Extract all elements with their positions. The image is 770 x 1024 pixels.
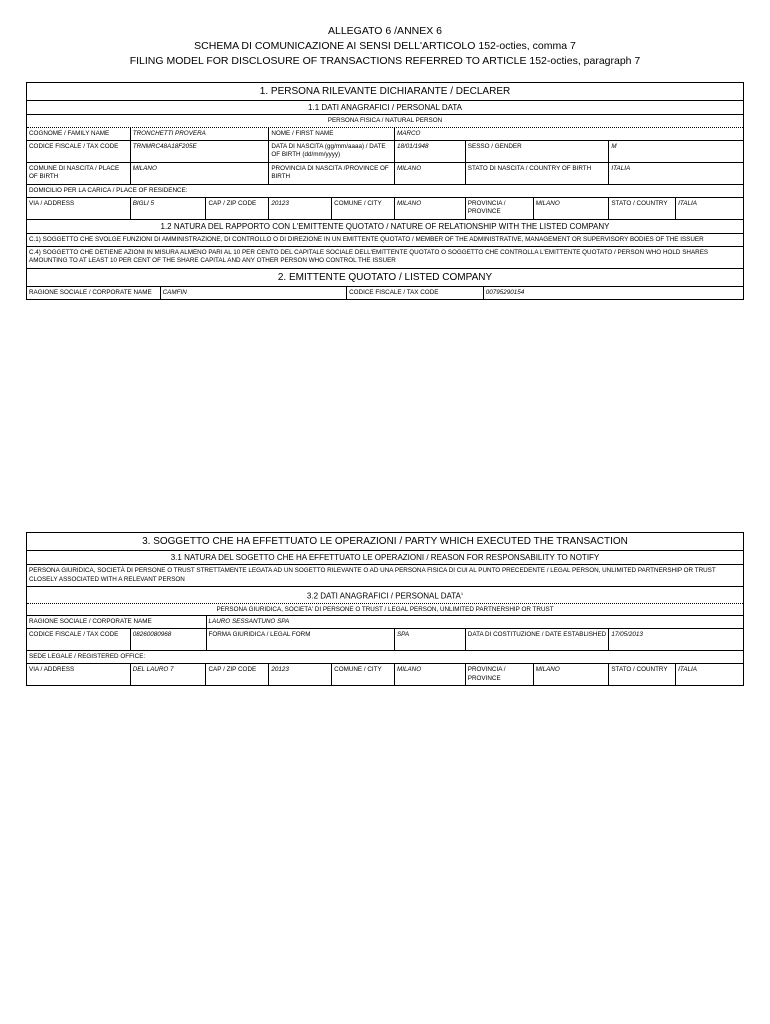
address-value[interactable]: BIGLI 5 [130,198,206,219]
first-name-value[interactable]: MARCO [394,128,743,140]
zip-label: CAP / ZIP CODE [205,198,268,219]
reason-text[interactable]: PERSONA GIURIDICA, SOCIETÀ DI PERSONE O TRUST STRETTAMENTE LEGATA AD UN SOGETTO RILEVANTE O AD UNA PERSONA FISICA DI CUI AL PUNTO PRECEDENTE / LEGAL PERSON, UNLIMITED PARTNERSHIP OR TRUST CLOSELY ASSOCIATED WITH A RELEVANT PERSON [29,567,716,583]
section3-title: 3. SOGGETTO CHE HA EFFETTUATO LE OPERAZIONI / PARTY WHICH EXECUTED THE TRANSACTION [142,536,628,547]
party-province-value[interactable]: MILANO [533,664,609,685]
zip-value[interactable]: 20123 [268,198,331,219]
address-label: VIA / ADDRESS [29,199,75,207]
party-country-label: STATO / COUNTRY [608,664,675,685]
family-name-value[interactable]: TRONCHETTI PROVERA [130,128,269,140]
city-value[interactable]: MILANO [394,198,465,219]
listed-tax-code-value[interactable]: 00795290154 [483,287,743,299]
section1-title: 1. PERSONA RILEVANTE DICHIARANTE / DECLARER [259,86,511,97]
party-tax-row [27,628,743,650]
schema-title: SCHEMA DI COMUNICAZIONE AI SENSI DELL'ARTICOLO 152-octies, comma 7 [194,40,576,52]
name-row [27,127,743,140]
birth-province-value[interactable]: MILANO [394,163,465,184]
corp-name-value[interactable]: CAMFIN [160,287,346,299]
established-label: DATA DI COSTITUZIONE / DATE ESTABLISHED [465,629,609,650]
legal-form-value[interactable]: SPA [394,629,465,650]
birth-date-value[interactable]: 18/01/1948 [394,141,465,162]
legal-form-label: FORMA GIURIDICA / LEGAL FORM [206,629,394,650]
declarer-form [26,82,744,300]
tax-code-value[interactable]: TRNMRC48A18F205E [130,141,269,162]
gender-label: SESSO / GENDER [465,141,609,162]
party-zip-value[interactable]: 20123 [268,664,331,685]
birth-country-label: STATO DI NASCITA / COUNTRY OF BIRTH [465,163,609,184]
legal-person-label: PERSONA GIURIDICA, SOCIETA' DI PERSONE O TRUST / LEGAL PERSON, UNLIMITED PARTNERSHIP OR TRUST [216,605,554,613]
party-corp-row [27,615,743,628]
province-label: PROVINCIA / PROVINCE [465,198,533,219]
filing-model-title: FILING MODEL FOR DISCLOSURE OF TRANSACTIONS REFERRED TO ARTICLE 152-octies, paragraph 7 [129,55,641,67]
residence-label: DOMICILIO PER LA CARICA / PLACE OF RESIDENCE: [29,186,188,194]
footnote-marker: 1 [460,591,464,596]
birthplace-row [27,162,743,184]
party-city-value[interactable]: MILANO [394,664,465,685]
birth-place-label: COMUNE DI NASCITA / PLACE OF BIRTH [29,164,120,180]
section2-title: 2. EMITTENTE QUOTATO / LISTED COMPANY [277,271,493,283]
office-address-row [27,663,743,685]
party-tax-code-value[interactable]: 08260080968 [130,629,206,650]
party-country-value[interactable]: ITALIA [675,664,743,685]
gender-value[interactable]: M [608,141,743,162]
party-city-label: COMUNE / CITY [331,664,394,685]
first-name-label: NOME / FIRST NAME [268,128,394,140]
party-address-value[interactable]: DEL LAURO 7 [130,664,206,685]
section3-2-title [27,587,743,603]
province-value[interactable]: MILANO [533,198,609,219]
birth-place-value[interactable]: MILANO [130,163,269,184]
listed-tax-code-label: CODICE FISCALE / TAX CODE [346,287,483,299]
country-value[interactable]: ITALIA [675,198,743,219]
birth-date-label: DATA DI NASCITA (gg/mm/aaaa) / DATE OF BIRTH (dd/mm/yyyy) [268,141,394,162]
party-corp-name-value[interactable]: LAURO SESSANTUNO SPA [206,616,744,628]
listed-company-row [27,286,743,299]
city-label: COMUNE / CITY [331,198,394,219]
relationship-c1[interactable]: C.1) SOGGETTO CHE SVOLGE FUNZIONI DI AMMINISTRAZIONE, DI CONTROLLO O DI DIREZIONE IN UN EMITTENTE QUOTATO / MEMBER OF THE ADMINISTRATIVE, MANAGEMENT OR SUPERVISORY BODIES OF THE ISSUER [29,235,704,243]
natural-person-label: PERSONA FISICA / NATURAL PERSON [327,117,443,124]
tax-code-label: CODICE FISCALE / TAX CODE [29,142,119,150]
tax-birth-row [27,140,743,162]
birth-province-label: PROVINCIA DI NASCITA /PROVINCE OF BIRTH [268,163,394,184]
corp-name-label: RAGIONE SOCIALE / CORPORATE NAME [29,288,152,296]
party-tax-code-label: CODICE FISCALE / TAX CODE [29,631,119,639]
party-zip-label: CAP / ZIP CODE [205,664,268,685]
section1-2-title: 1.2 NATURA DEL RAPPORTO CON L'EMITTENTE QUOTATO / NATURE OF RELATIONSHIP WITH THE LISTED COMPANY [160,221,610,231]
party-form [26,532,744,686]
office-label: SEDE LEGALE / REGISTERED OFFICE: [29,653,146,661]
section3-1-title: 3.1 NATURA DEL SOGETTO CHE HA EFFETTUATO LE OPERAZIONI / REASON FOR RESPONSABILITY TO NOTIFY [170,553,600,562]
party-corp-name-label: RAGIONE SOCIALE / CORPORATE NAME [29,618,152,626]
established-value[interactable]: 17/05/2013 [608,629,743,650]
party-address-label: VIA / ADDRESS [29,666,75,674]
party-province-label: PROVINCIA / PROVINCE [465,664,533,685]
relationship-c4[interactable]: C.4) SOGGETTO CHE DETIENE AZIONI IN MISURA ALMENO PARI AL 10 PER CENTO DEL CAPITALE SOCIALE DELL'EMITTENTE QUOTATO O SOGGETTO CHE CONTROLLA L'EMITTENTE QUOTATO / PERSON WHO HOLD SHARES AMOUNTING TO AT LEAST 10 PER CENT OF THE SHARE CAPITAL AND ANY OTHER PERSON WHO CONTROL THE ISSUER [29,248,709,264]
section1-1-title: 1.1 DATI ANAGRAFICI / PERSONAL DATA [308,103,462,112]
birth-country-value[interactable]: ITALIA [608,163,743,184]
residence-address-row [27,197,743,219]
country-label: STATO / COUNTRY [608,198,675,219]
family-name-label: COGNOME / FAMILY NAME [29,129,110,137]
section3-2-label: 3.2 DATI ANAGRAFICI / PERSONAL DATA [306,591,461,601]
annex-title: ALLEGATO 6 /ANNEX 6 [328,25,442,37]
